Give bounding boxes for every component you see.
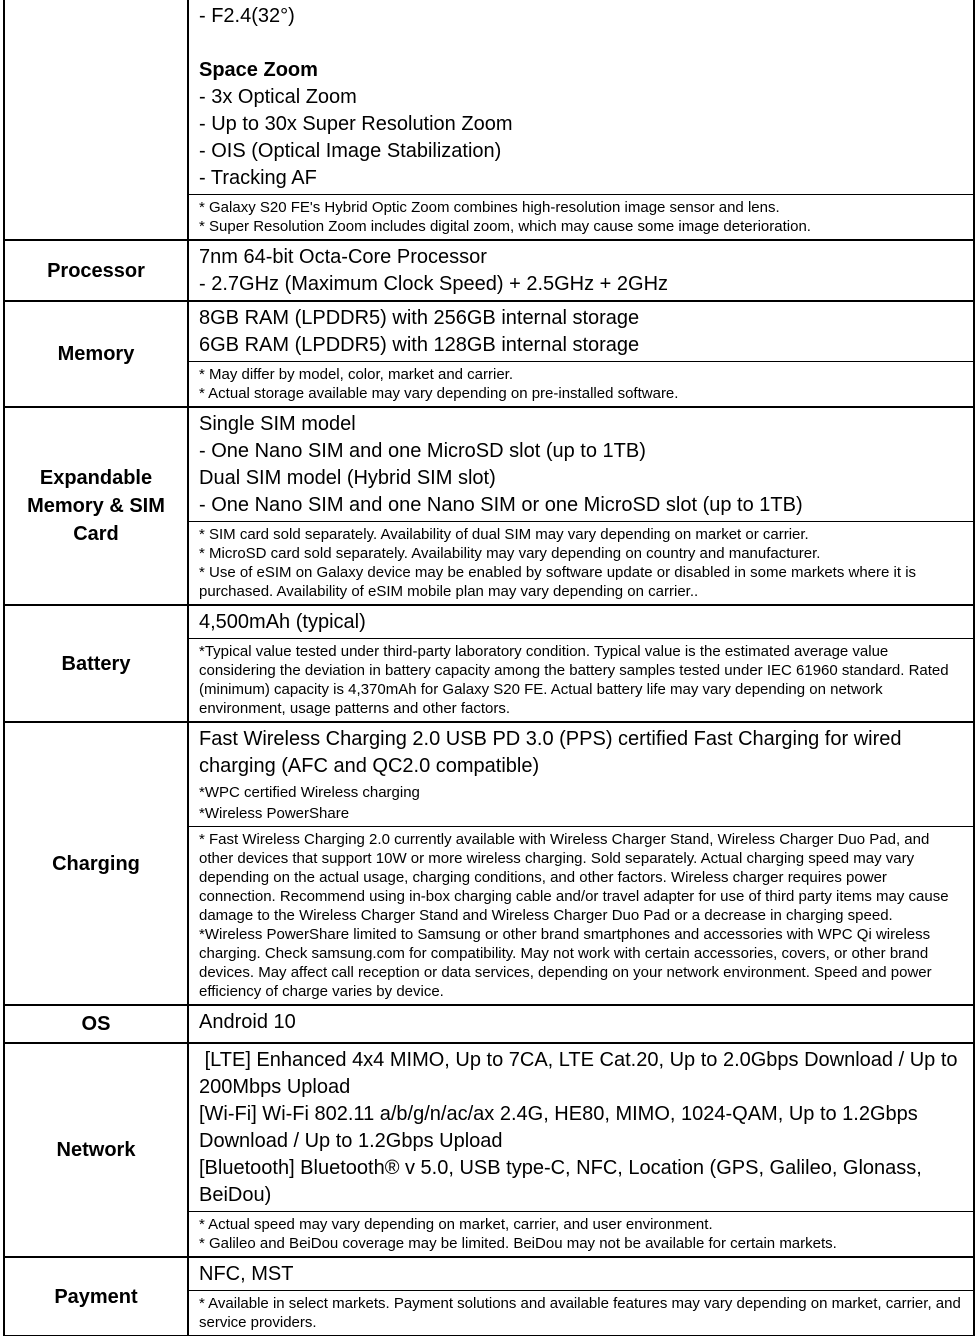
row-content-payment bbox=[189, 1258, 973, 1335]
footnote-line: * Galaxy S20 FE's Hybrid Optic Zoom combines high-resolution image sensor and lens. bbox=[199, 199, 780, 216]
spec-line: - F2.4(32°) bbox=[199, 5, 295, 27]
footnote-block bbox=[189, 521, 973, 604]
footnote-line: * Available in select markets. Payment solutions and available features may vary depending on market, carrier, and service providers. bbox=[199, 1295, 965, 1331]
spec-line: Android 10 bbox=[199, 1011, 296, 1033]
footnote-block bbox=[189, 1290, 973, 1335]
row-label-battery: Battery bbox=[5, 606, 189, 721]
row-label-memory: Memory bbox=[5, 302, 189, 406]
row-label-processor: Processor bbox=[5, 241, 189, 300]
spec-line: - One Nano SIM and one MicroSD slot (up to 1TB) bbox=[199, 440, 646, 462]
spec-line: 4,500mAh (typical) bbox=[199, 611, 366, 633]
main-text-block bbox=[189, 1006, 973, 1038]
main-text-block bbox=[189, 606, 973, 638]
main-text-block bbox=[189, 302, 973, 361]
spec-line: - Up to 30x Super Resolution Zoom bbox=[199, 113, 513, 135]
row-content-memory bbox=[189, 302, 973, 406]
sub-note-line: *Wireless PowerShare bbox=[199, 805, 350, 822]
row-label-camera bbox=[5, 0, 189, 239]
spec-line: - One Nano SIM and one Nano SIM or one MicroSD slot (up to 1TB) bbox=[199, 494, 803, 516]
footnote-line: * Fast Wireless Charging 2.0 currently available with Wireless Charger Stand, Wireless Charger Duo Pad, and other devices that support 10W or more wireless charging. Sold separately. Actual charging speed may vary depending on the actual usage, charging conditions, and other factors. Wireless charger requires power connection. Recommend using in-box charging cable and/or travel adapter for use of third party items may cause damage to the Wireless Charger Stand and Wireless Charger Duo Pad or a decrease in charging speed. bbox=[199, 831, 953, 924]
main-text-block bbox=[189, 1044, 973, 1211]
footnote-line: * May differ by model, color, market and carrier. bbox=[199, 366, 514, 383]
row-content-battery bbox=[189, 606, 973, 721]
spec-line: Single SIM model bbox=[199, 413, 356, 435]
footnote-block bbox=[189, 1211, 973, 1256]
row-content-network bbox=[189, 1044, 973, 1256]
footnote-line: *Wireless PowerShare limited to Samsung or other brand smartphones and accessories with WPC Qi wireless charging. Check samsung.com for compatibility. May not work with certain accessories, covers, or other brand devices. May affect call reception or data services, depending on your network environment. Speed and power efficiency of charge varies by device. bbox=[199, 926, 936, 1000]
footnote-line: * SIM card sold separately. Availability of dual SIM may vary depending on market or carrier. bbox=[199, 526, 809, 543]
spec-line: [Bluetooth] Bluetooth® v 5.0, USB type-C, NFC, Location (GPS, Galileo, Glonass, BeiDou) bbox=[199, 1157, 928, 1206]
footnote-block bbox=[189, 194, 973, 239]
footnote-line: *Typical value tested under third-party laboratory condition. Typical value is the estimated average value considering the deviation in battery capacity among the battery samples tested under IEC 61960 standard. Rated (minimum) capacity is 4,370mAh for Galaxy S20 FE. Actual battery life may vary depending on network environment, usage patterns and other factors. bbox=[199, 643, 953, 717]
row-content-os bbox=[189, 1006, 973, 1042]
main-text-block bbox=[189, 241, 973, 300]
row-label-charging: Charging bbox=[5, 723, 189, 1004]
spec-row-os bbox=[5, 1004, 973, 1042]
spec-row-battery bbox=[5, 604, 973, 721]
spec-row-charging bbox=[5, 721, 973, 1004]
row-label-os: OS bbox=[5, 1006, 189, 1042]
main-text-block bbox=[189, 0, 973, 194]
footnote-line: * Super Resolution Zoom includes digital zoom, which may cause some image deterioration. bbox=[199, 218, 811, 235]
row-label-expandable-memory-sim-card: Expandable Memory & SIM Card bbox=[5, 408, 189, 604]
spec-line: 7nm 64-bit Octa-Core Processor bbox=[199, 246, 487, 268]
spec-row-network bbox=[5, 1042, 973, 1256]
row-label-payment: Payment bbox=[5, 1258, 189, 1335]
row-content-charging bbox=[189, 723, 973, 1004]
footnote-line: * Actual speed may vary depending on market, carrier, and user environment. bbox=[199, 1216, 713, 1233]
spec-row-payment bbox=[5, 1256, 973, 1335]
main-text-block bbox=[189, 408, 973, 521]
footnote-block bbox=[189, 638, 973, 721]
spec-row-expandable-memory-sim-card bbox=[5, 406, 973, 604]
spec-line: 6GB RAM (LPDDR5) with 128GB internal storage bbox=[199, 334, 640, 356]
spec-line: [LTE] Enhanced 4x4 MIMO, Up to 7CA, LTE Cat.20, Up to 2.0Gbps Download / Up to 200Mbps Upload bbox=[199, 1049, 964, 1098]
row-content-expandable-memory-sim-card bbox=[189, 408, 973, 604]
spec-line: - 2.7GHz (Maximum Clock Speed) + 2.5GHz + 2GHz bbox=[199, 273, 669, 295]
spec-line: Dual SIM model (Hybrid SIM slot) bbox=[199, 467, 496, 489]
spec-line: - OIS (Optical Image Stabilization) bbox=[199, 140, 502, 162]
spec-line: - Tracking AF bbox=[199, 167, 317, 189]
spec-line: Space Zoom bbox=[199, 59, 318, 81]
footnote-line: * MicroSD card sold separately. Availability may vary depending on country and manufacturer. bbox=[199, 545, 821, 562]
spec-line: - 3x Optical Zoom bbox=[199, 86, 357, 108]
spec-line bbox=[199, 30, 961, 57]
spec-row-camera bbox=[5, 0, 973, 239]
footnote-block bbox=[189, 361, 973, 406]
main-text-block bbox=[189, 1258, 973, 1290]
spec-line: Fast Wireless Charging 2.0 USB PD 3.0 (PPS) certified Fast Charging for wired charging (AFC and QC2.0 compatible) bbox=[199, 728, 908, 777]
main-text-block bbox=[189, 723, 973, 782]
footnote-line: * Use of eSIM on Galaxy device may be enabled by software update or disabled in some markets where it is purchased. Availability of eSIM mobile plan may vary depending on carrier.. bbox=[199, 564, 921, 600]
footnote-block bbox=[189, 826, 973, 1004]
spec-row-processor bbox=[5, 239, 973, 300]
row-content-camera bbox=[189, 0, 973, 239]
sub-note-block bbox=[189, 782, 973, 826]
spec-line: 8GB RAM (LPDDR5) with 256GB internal storage bbox=[199, 307, 640, 329]
sub-note-line: *WPC certified Wireless charging bbox=[199, 784, 420, 801]
row-label-network: Network bbox=[5, 1044, 189, 1256]
spec-row-memory bbox=[5, 300, 973, 406]
spec-line: [Wi-Fi] Wi-Fi 802.11 a/b/g/n/ac/ax 2.4G, HE80, MIMO, 1024-QAM, Up to 1.2Gbps Download / Up to 1.2Gbps Upload bbox=[199, 1103, 924, 1152]
spec-table bbox=[3, 0, 975, 1336]
row-content-processor bbox=[189, 241, 973, 300]
footnote-line: * Galileo and BeiDou coverage may be limited. BeiDou may not be available for certain markets. bbox=[199, 1235, 837, 1252]
footnote-line: * Actual storage available may vary depending on pre-installed software. bbox=[199, 385, 679, 402]
spec-line: NFC, MST bbox=[199, 1263, 294, 1285]
